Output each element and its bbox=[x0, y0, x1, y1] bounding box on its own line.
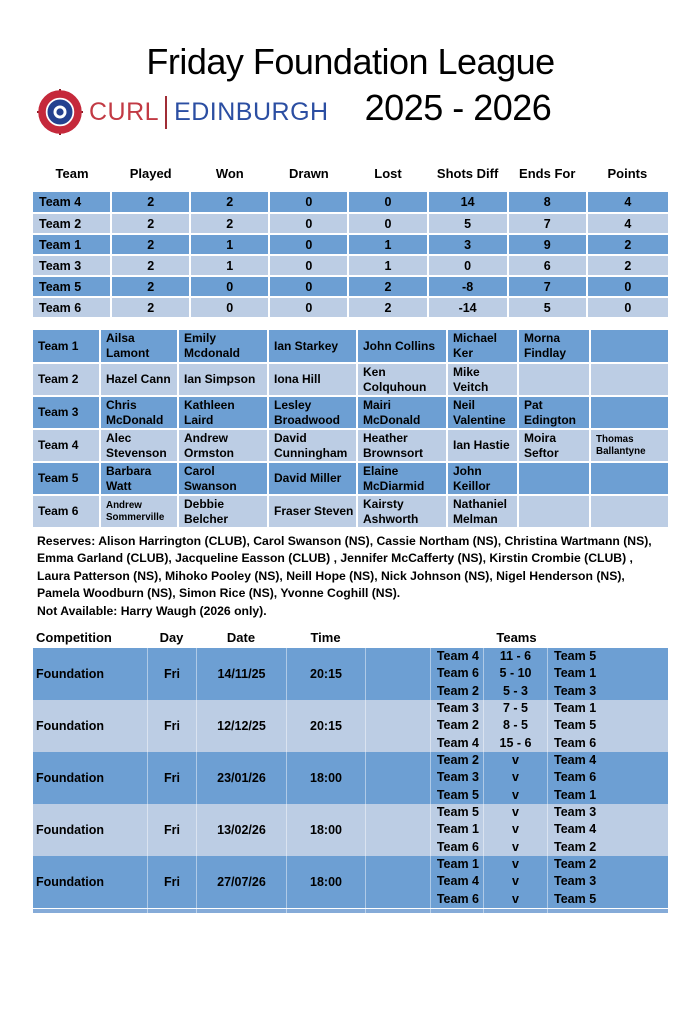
roster-player-cell: David Cunningham bbox=[268, 429, 357, 462]
fixture-partial-cell bbox=[196, 909, 286, 913]
roster-team-cell: Team 1 bbox=[33, 330, 100, 363]
match-score: v bbox=[483, 873, 547, 890]
match-score: v bbox=[483, 787, 547, 804]
fixture-day: Fri bbox=[147, 856, 196, 908]
match-line bbox=[430, 891, 668, 908]
page-subtitle-season: 2025 - 2026 bbox=[364, 87, 552, 128]
standings-row bbox=[33, 297, 668, 318]
match-score: v bbox=[483, 821, 547, 838]
standings-stat-cell: 5 bbox=[428, 213, 508, 234]
standings-header-cell: Lost bbox=[348, 154, 427, 192]
standings-row bbox=[33, 234, 668, 255]
roster-row bbox=[33, 462, 668, 495]
standings-stat-cell: 4 bbox=[587, 192, 668, 213]
standings-stat-cell: 2 bbox=[587, 255, 668, 276]
standings-stat-cell: 9 bbox=[508, 234, 587, 255]
standings-stat-cell: 2 bbox=[348, 276, 427, 297]
standings-row bbox=[33, 255, 668, 276]
fixtures-header-row bbox=[33, 627, 668, 648]
standings-header-row bbox=[33, 154, 668, 192]
fixture-partial-cell bbox=[547, 909, 668, 913]
fixture-competition: Foundation bbox=[36, 719, 105, 734]
standings-stat-cell: 0 bbox=[190, 276, 269, 297]
roster-player-cell: Ailsa Lamont bbox=[100, 330, 178, 363]
standings-stat-cell: 2 bbox=[111, 255, 190, 276]
match-home-team: Team 1 bbox=[430, 821, 483, 838]
match-away-team: Team 1 bbox=[547, 787, 668, 804]
fixture-row bbox=[33, 648, 668, 700]
match-line bbox=[430, 787, 668, 804]
fixture-matches bbox=[430, 700, 668, 752]
roster-player-cell: Alec Stevenson bbox=[100, 429, 178, 462]
not-available-note: Not Available: Harry Waugh (2026 only). bbox=[37, 603, 267, 618]
fixture-competition: Foundation bbox=[36, 875, 105, 890]
fixture-time: 18:00 bbox=[286, 856, 365, 908]
curling-target-icon bbox=[37, 89, 83, 135]
match-score: 5 - 3 bbox=[483, 683, 547, 700]
match-home-team: Team 1 bbox=[430, 856, 483, 873]
fixture-partial-matches bbox=[430, 909, 668, 913]
fixture-date: 13/02/26 bbox=[196, 804, 286, 856]
standings-stat-cell: 0 bbox=[269, 192, 348, 213]
fixture-day: Fri bbox=[147, 804, 196, 856]
fixture-matches bbox=[430, 804, 668, 856]
roster-player-cell: Morna Findlay bbox=[518, 330, 590, 363]
fixture-partial-cell bbox=[286, 909, 365, 913]
roster-player-cell: Barbara Watt bbox=[100, 462, 178, 495]
standings-team-cell: Team 3 bbox=[33, 255, 111, 276]
roster-player-cell: Elaine McDiarmid bbox=[357, 462, 447, 495]
standings-stat-cell: 4 bbox=[587, 213, 668, 234]
match-score: 11 - 6 bbox=[483, 648, 547, 665]
roster-player-cell: Hazel Cann bbox=[100, 363, 178, 396]
roster-row bbox=[33, 330, 668, 363]
match-away-team: Team 5 bbox=[547, 648, 668, 665]
fixture-partial-line bbox=[430, 909, 668, 913]
standings-table bbox=[33, 154, 668, 319]
roster-team-cell: Team 3 bbox=[33, 396, 100, 429]
roster-table bbox=[33, 330, 668, 529]
match-score: 5 - 10 bbox=[483, 665, 547, 682]
match-line bbox=[430, 683, 668, 700]
roster-player-cell: Fraser Steven bbox=[268, 495, 357, 528]
header-row bbox=[33, 84, 668, 142]
match-line bbox=[430, 735, 668, 752]
match-away-team: Team 5 bbox=[547, 717, 668, 734]
standings-stat-cell: 7 bbox=[508, 276, 587, 297]
logo-curl-label: CURL bbox=[89, 97, 160, 126]
standings-stat-cell: 1 bbox=[348, 234, 427, 255]
match-line bbox=[430, 752, 668, 769]
fixture-gap bbox=[365, 856, 430, 908]
notes-section bbox=[33, 533, 665, 620]
standings-stat-cell: 0 bbox=[348, 192, 427, 213]
standings-stat-cell: 0 bbox=[269, 234, 348, 255]
roster-player-cell: Thomas Ballantyne bbox=[590, 429, 668, 462]
fixtures-partial-row bbox=[33, 908, 668, 913]
roster-body bbox=[33, 330, 668, 528]
roster-player-cell: Heather Brownsort bbox=[357, 429, 447, 462]
standings-header-cell: Ends For bbox=[508, 154, 587, 192]
roster-team-cell: Team 6 bbox=[33, 495, 100, 528]
match-away-team: Team 2 bbox=[547, 856, 668, 873]
fixture-row bbox=[33, 752, 668, 804]
roster-player-cell bbox=[590, 396, 668, 429]
fixture-partial-cell bbox=[147, 909, 196, 913]
standings-body bbox=[33, 192, 668, 318]
roster-team-cell: Team 5 bbox=[33, 462, 100, 495]
match-line bbox=[430, 821, 668, 838]
roster-player-cell bbox=[590, 330, 668, 363]
standings-stat-cell: 0 bbox=[348, 213, 427, 234]
standings-stat-cell: 0 bbox=[269, 297, 348, 318]
roster-player-cell bbox=[518, 363, 590, 396]
match-away-team: Team 4 bbox=[547, 821, 668, 838]
standings-stat-cell: 0 bbox=[587, 276, 668, 297]
standings-header-cell: Points bbox=[587, 154, 668, 192]
fixture-row bbox=[33, 856, 668, 908]
standings-team-cell: Team 6 bbox=[33, 297, 111, 318]
standings-stat-cell: 2 bbox=[348, 297, 427, 318]
match-line bbox=[430, 700, 668, 717]
standings-stat-cell: 0 bbox=[269, 213, 348, 234]
roster-player-cell: Ian Starkey bbox=[268, 330, 357, 363]
fixture-date: 23/01/26 bbox=[196, 752, 286, 804]
match-home-team: Team 6 bbox=[430, 665, 483, 682]
fixture-day: Fri bbox=[147, 648, 196, 700]
roster-row bbox=[33, 363, 668, 396]
standings-stat-cell: 7 bbox=[508, 213, 587, 234]
match-away-team: Team 3 bbox=[547, 683, 668, 700]
fixture-gap bbox=[365, 648, 430, 700]
match-line bbox=[430, 665, 668, 682]
fixture-row bbox=[33, 700, 668, 752]
fixture-time: 20:15 bbox=[286, 700, 365, 752]
roster-player-cell: Kairsty Ashworth bbox=[357, 495, 447, 528]
roster-row bbox=[33, 429, 668, 462]
standings-header-cell: Shots Diff bbox=[428, 154, 508, 192]
standings-row bbox=[33, 192, 668, 213]
match-away-team: Team 3 bbox=[547, 873, 668, 890]
match-score: 8 - 5 bbox=[483, 717, 547, 734]
fixture-competition: Foundation bbox=[36, 823, 105, 838]
fixture-competition: Foundation bbox=[36, 667, 105, 682]
roster-player-cell: Moira Seftor bbox=[518, 429, 590, 462]
standings-stat-cell: 14 bbox=[428, 192, 508, 213]
standings-stat-cell: 1 bbox=[190, 234, 269, 255]
roster-player-cell: Kathleen Laird bbox=[178, 396, 268, 429]
fixture-competition: Foundation bbox=[36, 771, 105, 786]
match-home-team: Team 6 bbox=[430, 839, 483, 856]
match-away-team: Team 1 bbox=[547, 665, 668, 682]
reserves-note: Reserves: Alison Harrington (CLUB), Carol Swanson (NS), Cassie Northam (NS), Christina Wartmann (NS), Emma Garland (CLUB), Jacqueline Easson (CLUB) , Jennifer McCafferty (NS), Kirstin Crombie (CLUB) , Laura Patterson (NS), Mihoko Pooley (NS), Neill Hope (NS), Nick Johnson (NS), Nigel Henderson (NS), Pamela Woodburn (NS), Simon Rice (NS), Yvonne Coghill (NS). bbox=[37, 534, 652, 601]
fixtures-body bbox=[33, 648, 668, 913]
match-away-team: Team 1 bbox=[547, 700, 668, 717]
match-score: 15 - 6 bbox=[483, 735, 547, 752]
roster-player-cell: Andrew Sommerville bbox=[100, 495, 178, 528]
roster-player-cell bbox=[518, 495, 590, 528]
match-home-team: Team 4 bbox=[430, 735, 483, 752]
standings-team-cell: Team 1 bbox=[33, 234, 111, 255]
fixture-matches bbox=[430, 752, 668, 804]
roster-player-cell: Pat Edington bbox=[518, 396, 590, 429]
standings-stat-cell: 6 bbox=[508, 255, 587, 276]
fixture-date: 12/12/25 bbox=[196, 700, 286, 752]
standings-header-cell: Won bbox=[190, 154, 269, 192]
fixture-gap bbox=[365, 804, 430, 856]
roster-player-cell: John Keillor bbox=[447, 462, 518, 495]
standings-stat-cell: 0 bbox=[190, 297, 269, 318]
match-home-team: Team 2 bbox=[430, 683, 483, 700]
match-score: v bbox=[483, 891, 547, 908]
fixture-partial-cell bbox=[365, 909, 430, 913]
roster-player-cell: Debbie Belcher bbox=[178, 495, 268, 528]
roster-player-cell: Nathaniel Melman bbox=[447, 495, 518, 528]
standings-team-cell: Team 5 bbox=[33, 276, 111, 297]
fixture-matches bbox=[430, 856, 668, 908]
match-score: v bbox=[483, 752, 547, 769]
standings-stat-cell: 2 bbox=[111, 192, 190, 213]
fixture-time: 18:00 bbox=[286, 752, 365, 804]
match-away-team: Team 2 bbox=[547, 839, 668, 856]
fixture-date: 27/07/26 bbox=[196, 856, 286, 908]
page-title: Friday Foundation League bbox=[146, 41, 555, 82]
match-score: v bbox=[483, 769, 547, 786]
match-score: 7 - 5 bbox=[483, 700, 547, 717]
fixture-row bbox=[33, 804, 668, 856]
fixtures-table bbox=[33, 627, 668, 913]
standings-row bbox=[33, 213, 668, 234]
standings-stat-cell: 2 bbox=[111, 297, 190, 318]
match-line bbox=[430, 856, 668, 873]
fixture-partial-cell bbox=[33, 909, 147, 913]
roster-player-cell: Emily Mcdonald bbox=[178, 330, 268, 363]
fixture-partial-cell bbox=[430, 909, 483, 913]
roster-row bbox=[33, 396, 668, 429]
roster-player-cell bbox=[590, 495, 668, 528]
standings-header-cell: Drawn bbox=[269, 154, 348, 192]
standings-stat-cell: 8 bbox=[508, 192, 587, 213]
roster-team-cell: Team 4 bbox=[33, 429, 100, 462]
fixtures-header-teams: Teams bbox=[496, 630, 537, 646]
standings-stat-cell: 0 bbox=[428, 255, 508, 276]
match-line bbox=[430, 804, 668, 821]
fixture-date: 14/11/25 bbox=[196, 648, 286, 700]
roster-player-cell: Neil Valentine bbox=[447, 396, 518, 429]
fixture-time: 20:15 bbox=[286, 648, 365, 700]
match-line bbox=[430, 648, 668, 665]
roster-player-cell: Carol Swanson bbox=[178, 462, 268, 495]
roster-player-cell: Mike Veitch bbox=[447, 363, 518, 396]
match-line bbox=[430, 873, 668, 890]
match-score: v bbox=[483, 804, 547, 821]
roster-row bbox=[33, 495, 668, 528]
fixture-partial-cell bbox=[483, 909, 547, 913]
page bbox=[0, 42, 699, 913]
roster-player-cell: Mairi McDonald bbox=[357, 396, 447, 429]
fixture-day: Fri bbox=[147, 700, 196, 752]
standings-stat-cell: 0 bbox=[587, 297, 668, 318]
match-away-team: Team 4 bbox=[547, 752, 668, 769]
match-score: v bbox=[483, 839, 547, 856]
standings-stat-cell: 5 bbox=[508, 297, 587, 318]
match-home-team: Team 3 bbox=[430, 769, 483, 786]
match-home-team: Team 6 bbox=[430, 891, 483, 908]
roster-player-cell bbox=[590, 363, 668, 396]
fixtures-header-competition: Competition bbox=[36, 630, 112, 646]
match-line bbox=[430, 839, 668, 856]
logo-edinburgh-label: EDINBURGH bbox=[174, 97, 329, 126]
standings-stat-cell: 2 bbox=[111, 276, 190, 297]
standings-stat-cell: 2 bbox=[190, 192, 269, 213]
roster-player-cell bbox=[590, 462, 668, 495]
roster-player-cell: Ian Hastie bbox=[447, 429, 518, 462]
fixture-gap bbox=[365, 752, 430, 804]
fixtures-header-date: Date bbox=[226, 630, 256, 646]
roster-player-cell: Ken Colquhoun bbox=[357, 363, 447, 396]
roster-player-cell: Ian Simpson bbox=[178, 363, 268, 396]
standings-header-cell: Team bbox=[33, 154, 111, 192]
match-home-team: Team 4 bbox=[430, 648, 483, 665]
match-away-team: Team 6 bbox=[547, 735, 668, 752]
standings-team-cell: Team 4 bbox=[33, 192, 111, 213]
standings-stat-cell: 3 bbox=[428, 234, 508, 255]
roster-player-cell bbox=[518, 462, 590, 495]
match-score: v bbox=[483, 856, 547, 873]
roster-player-cell: David Miller bbox=[268, 462, 357, 495]
roster-player-cell: Lesley Broadwood bbox=[268, 396, 357, 429]
fixture-time: 18:00 bbox=[286, 804, 365, 856]
standings-stat-cell: 2 bbox=[111, 234, 190, 255]
match-home-team: Team 5 bbox=[430, 787, 483, 804]
roster-player-cell: Andrew Ormston bbox=[178, 429, 268, 462]
roster-player-cell: Chris McDonald bbox=[100, 396, 178, 429]
match-home-team: Team 3 bbox=[430, 700, 483, 717]
roster-player-cell: John Collins bbox=[357, 330, 447, 363]
match-line bbox=[430, 717, 668, 734]
match-home-team: Team 5 bbox=[430, 804, 483, 821]
fixtures-header-time: Time bbox=[310, 630, 341, 646]
roster-team-cell: Team 2 bbox=[33, 363, 100, 396]
standings-stat-cell: 1 bbox=[190, 255, 269, 276]
standings-stat-cell: 2 bbox=[587, 234, 668, 255]
roster-player-cell: Iona Hill bbox=[268, 363, 357, 396]
standings-stat-cell: 2 bbox=[111, 213, 190, 234]
match-home-team: Team 2 bbox=[430, 717, 483, 734]
standings-header-cell: Played bbox=[111, 154, 190, 192]
standings-stat-cell: 1 bbox=[348, 255, 427, 276]
match-away-team: Team 5 bbox=[547, 891, 668, 908]
roster-player-cell: Michael Ker bbox=[447, 330, 518, 363]
fixture-gap bbox=[365, 700, 430, 752]
match-line bbox=[430, 769, 668, 786]
standings-row bbox=[33, 276, 668, 297]
match-home-team: Team 2 bbox=[430, 752, 483, 769]
match-away-team: Team 6 bbox=[547, 769, 668, 786]
logo-separator bbox=[165, 96, 167, 129]
standings-stat-cell: 2 bbox=[190, 213, 269, 234]
standings-team-cell: Team 2 bbox=[33, 213, 111, 234]
fixture-matches bbox=[430, 648, 668, 700]
fixtures-header-day: Day bbox=[159, 630, 184, 646]
standings-stat-cell: 0 bbox=[269, 276, 348, 297]
standings-stat-cell: -8 bbox=[428, 276, 508, 297]
match-away-team: Team 3 bbox=[547, 804, 668, 821]
fixture-day: Fri bbox=[147, 752, 196, 804]
standings-stat-cell: -14 bbox=[428, 297, 508, 318]
standings-stat-cell: 0 bbox=[269, 255, 348, 276]
match-home-team: Team 4 bbox=[430, 873, 483, 890]
